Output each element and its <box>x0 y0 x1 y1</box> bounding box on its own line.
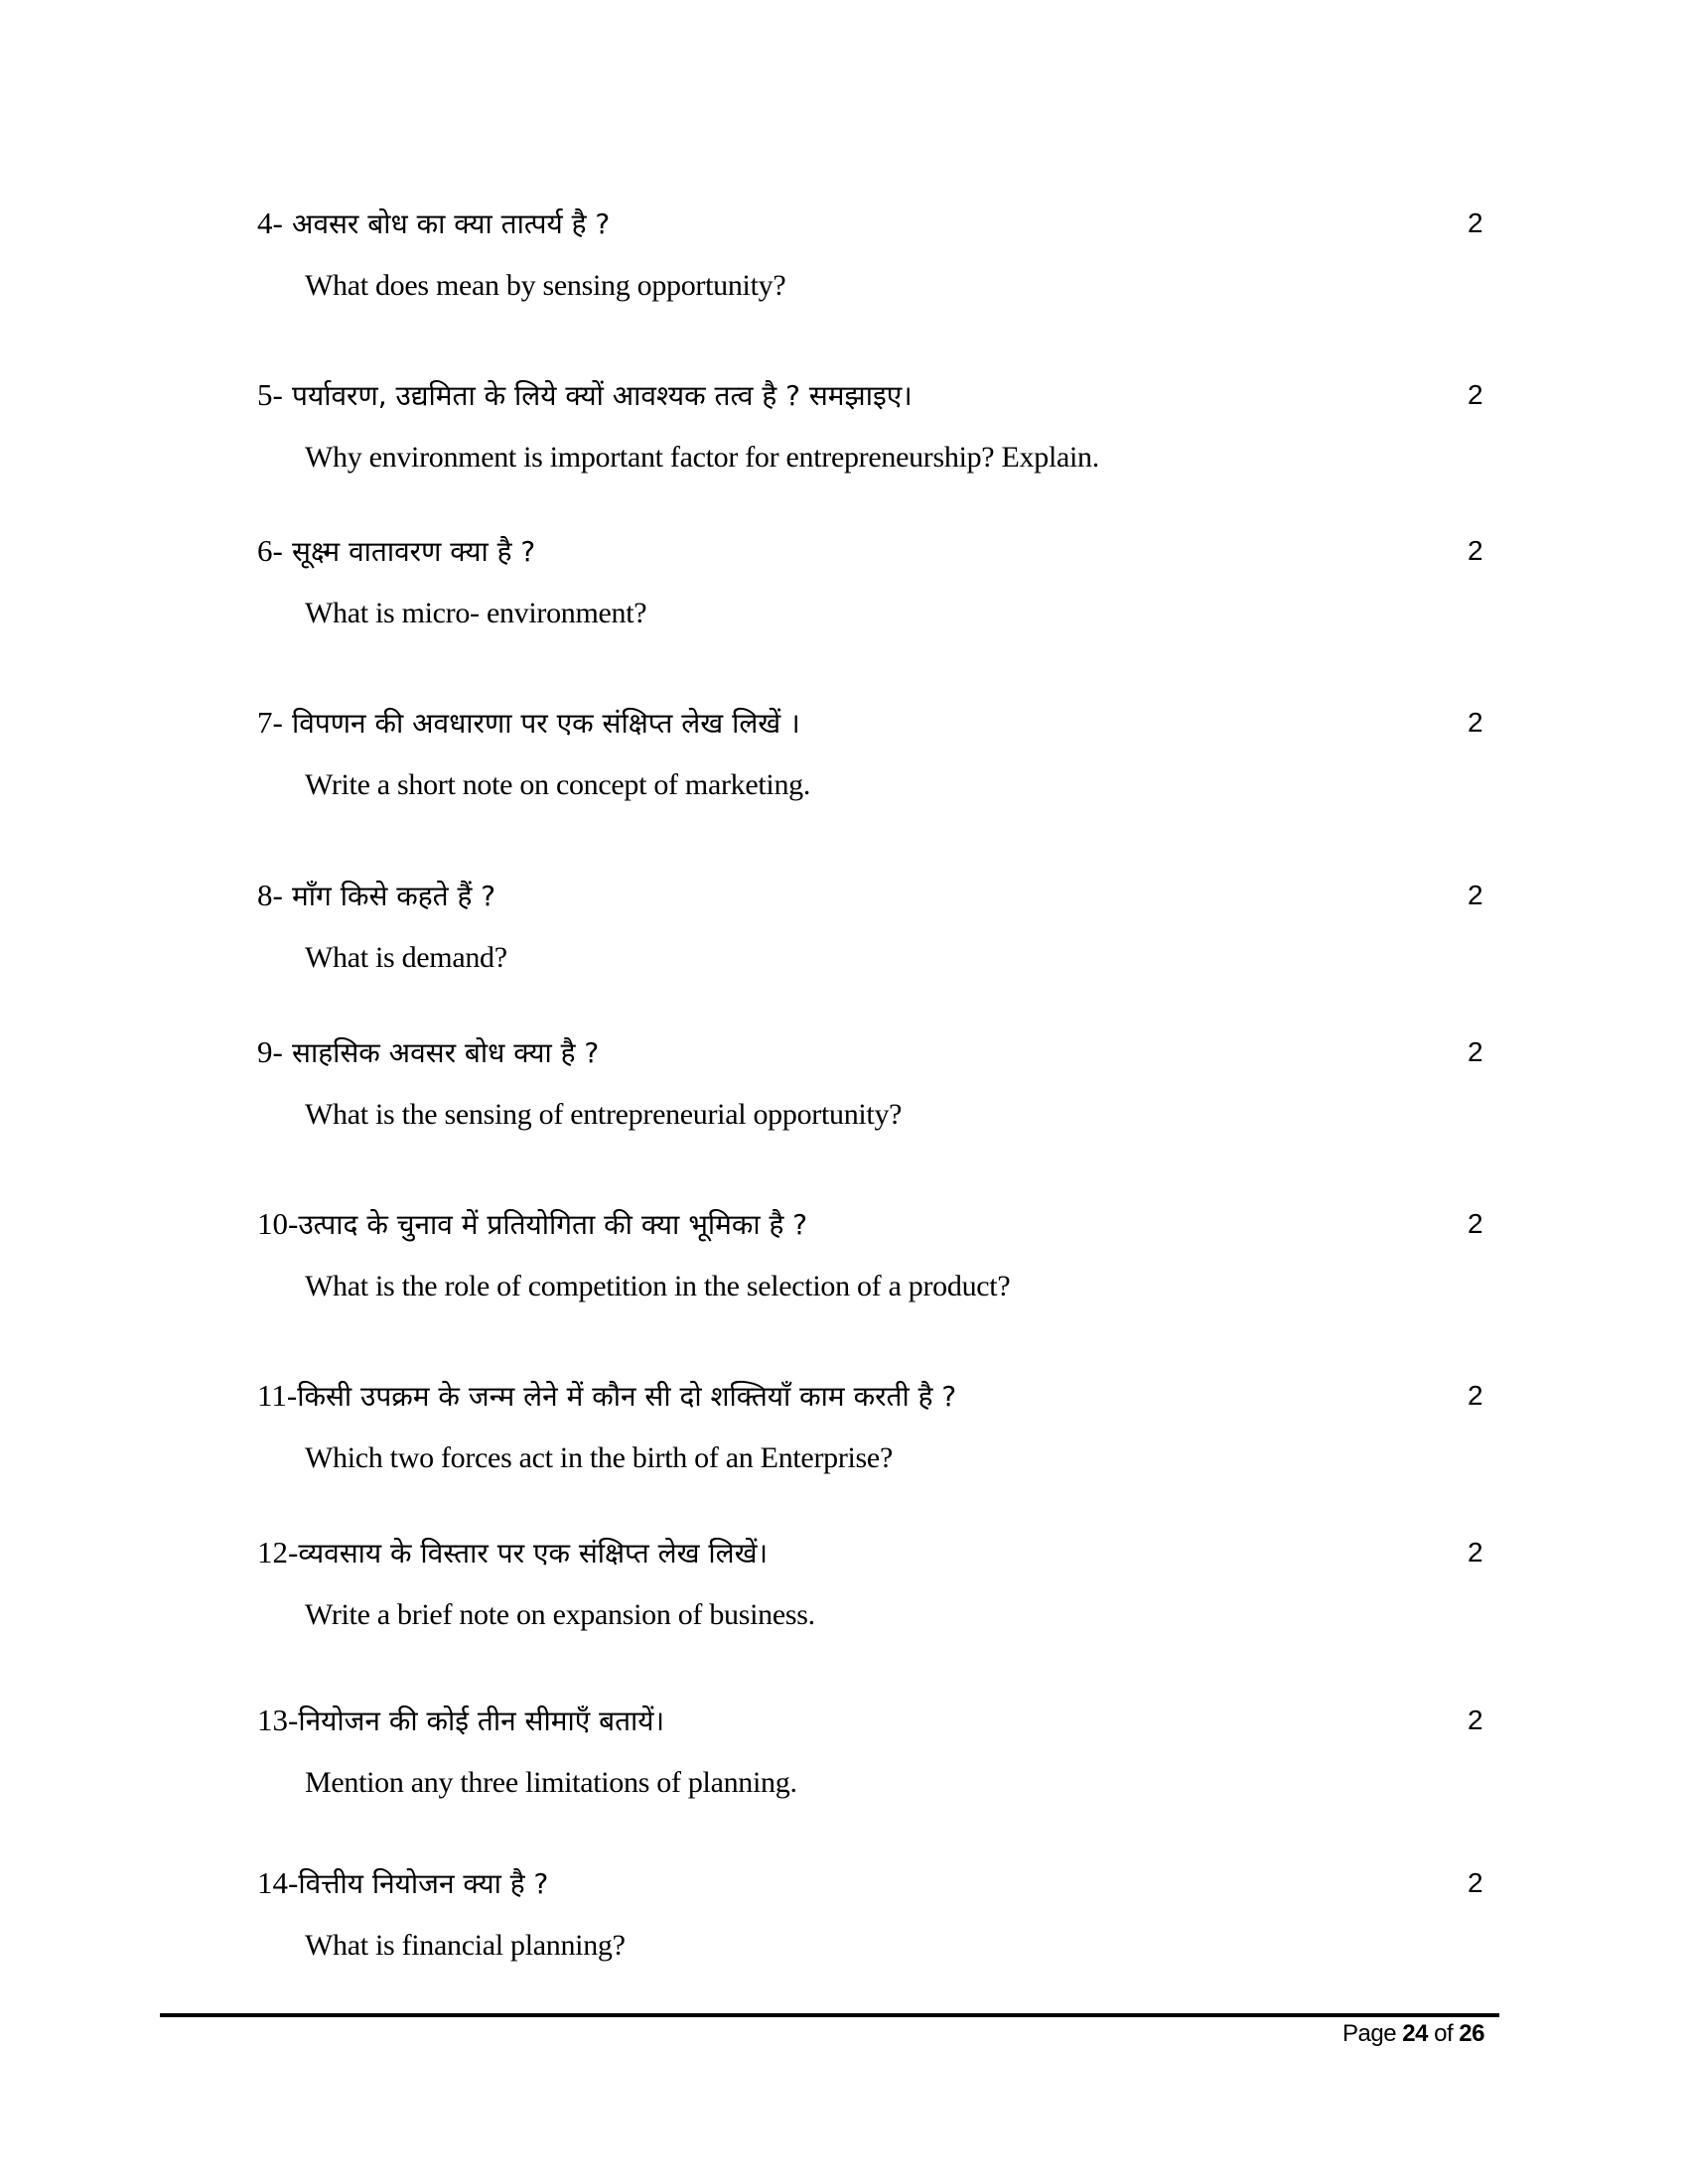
question-hindi-text: मॉंग किसे कहते हैं ? <box>292 880 496 912</box>
question-number: 7- <box>257 705 283 740</box>
question-hindi-line <box>257 205 610 241</box>
question-number: 8- <box>257 878 283 912</box>
question-number: 13- <box>257 1703 299 1737</box>
question-hindi-line <box>257 705 800 741</box>
question-hindi-text: किसी उपक्रम के जन्म लेने में कौन सी दो शक्तियाँ काम करती है ? <box>297 1380 957 1413</box>
question-number: 12- <box>257 1535 299 1570</box>
question-hindi-line <box>257 1865 548 1901</box>
of-label: of <box>1434 2020 1454 2047</box>
question-number: 9- <box>257 1034 283 1069</box>
page-label: Page <box>1342 2020 1397 2047</box>
question-english-text: What is financial planning? <box>305 1929 626 1962</box>
current-page-number: 24 <box>1402 2020 1428 2047</box>
question-hindi-text: अवसर बोध का क्या तात्पर्य है ? <box>292 207 611 240</box>
question-number: 14- <box>257 1865 299 1900</box>
question-hindi-line <box>257 533 535 569</box>
question-marks: 2 <box>1468 207 1483 238</box>
question-marks: 2 <box>1468 1208 1483 1239</box>
question-english-text: What is the sensing of entrepreneurial opportunity? <box>305 1098 903 1131</box>
total-pages-number: 26 <box>1459 2020 1484 2047</box>
question-marks: 2 <box>1468 1380 1483 1411</box>
question-hindi-text: व्यवसाय के विस्तार पर एक संक्षिप्त लेख लिखें। <box>298 1537 769 1570</box>
question-number: 10- <box>257 1206 299 1241</box>
question-hindi-line <box>257 1206 807 1242</box>
question-marks: 2 <box>1468 1705 1483 1735</box>
question-number: 4- <box>257 205 283 240</box>
question-hindi-line <box>257 1535 768 1570</box>
question-marks: 2 <box>1468 880 1483 910</box>
question-hindi-text: नियोजन की कोई तीन सीमाएँ बतायें। <box>298 1705 665 1737</box>
question-hindi-line <box>257 1034 599 1070</box>
page-number-footer <box>1342 2019 1484 2049</box>
question-number: 5- <box>257 377 283 412</box>
question-hindi-line <box>257 878 495 913</box>
question-marks: 2 <box>1468 1036 1483 1067</box>
question-english-text: What does mean by sensing opportunity? <box>305 269 786 302</box>
question-hindi-text: पर्यावरण, उद्यमिता के लिये क्यों आवश्यक तत्व है ? समझाइए। <box>292 379 913 412</box>
footer-divider <box>160 2013 1499 2017</box>
question-number: 6- <box>257 533 283 568</box>
question-hindi-text: सूक्ष्म वातावरण क्या है ? <box>292 535 536 568</box>
question-marks: 2 <box>1468 1867 1483 1898</box>
question-english-text: What is demand? <box>305 941 507 974</box>
question-marks: 2 <box>1468 379 1483 410</box>
question-hindi-line <box>257 377 913 413</box>
question-marks: 2 <box>1468 535 1483 566</box>
question-hindi-line <box>257 1703 664 1738</box>
question-hindi-text: साहसिक अवसर बोध क्या है ? <box>292 1036 600 1069</box>
question-hindi-text: वित्तीय नियोजन क्या है ? <box>298 1867 549 1900</box>
question-english-text: Write a brief note on expansion of business. <box>305 1598 815 1631</box>
question-english-text: Which two forces act in the birth of an Enterprise? <box>305 1441 893 1474</box>
question-marks: 2 <box>1468 1537 1483 1568</box>
question-marks: 2 <box>1468 707 1483 738</box>
question-english-text: What is the role of competition in the selection of a product? <box>305 1270 1011 1302</box>
question-english-text: Write a short note on concept of marketing. <box>305 768 811 801</box>
question-hindi-text: उत्पाद के चुनाव में प्रतियोगिता की क्या भूमिका है ? <box>298 1208 808 1241</box>
question-number: 11- <box>257 1378 298 1413</box>
question-hindi-text: विपणन की अवधारणा पर एक संक्षिप्त लेख लिखें । <box>292 707 800 740</box>
question-english-text: What is micro- environment? <box>305 597 647 629</box>
question-hindi-line <box>257 1378 956 1414</box>
question-english-text: Mention any three limitations of planning. <box>305 1766 797 1799</box>
question-english-text: Why environment is important factor for entrepreneurship? Explain. <box>305 441 1099 474</box>
